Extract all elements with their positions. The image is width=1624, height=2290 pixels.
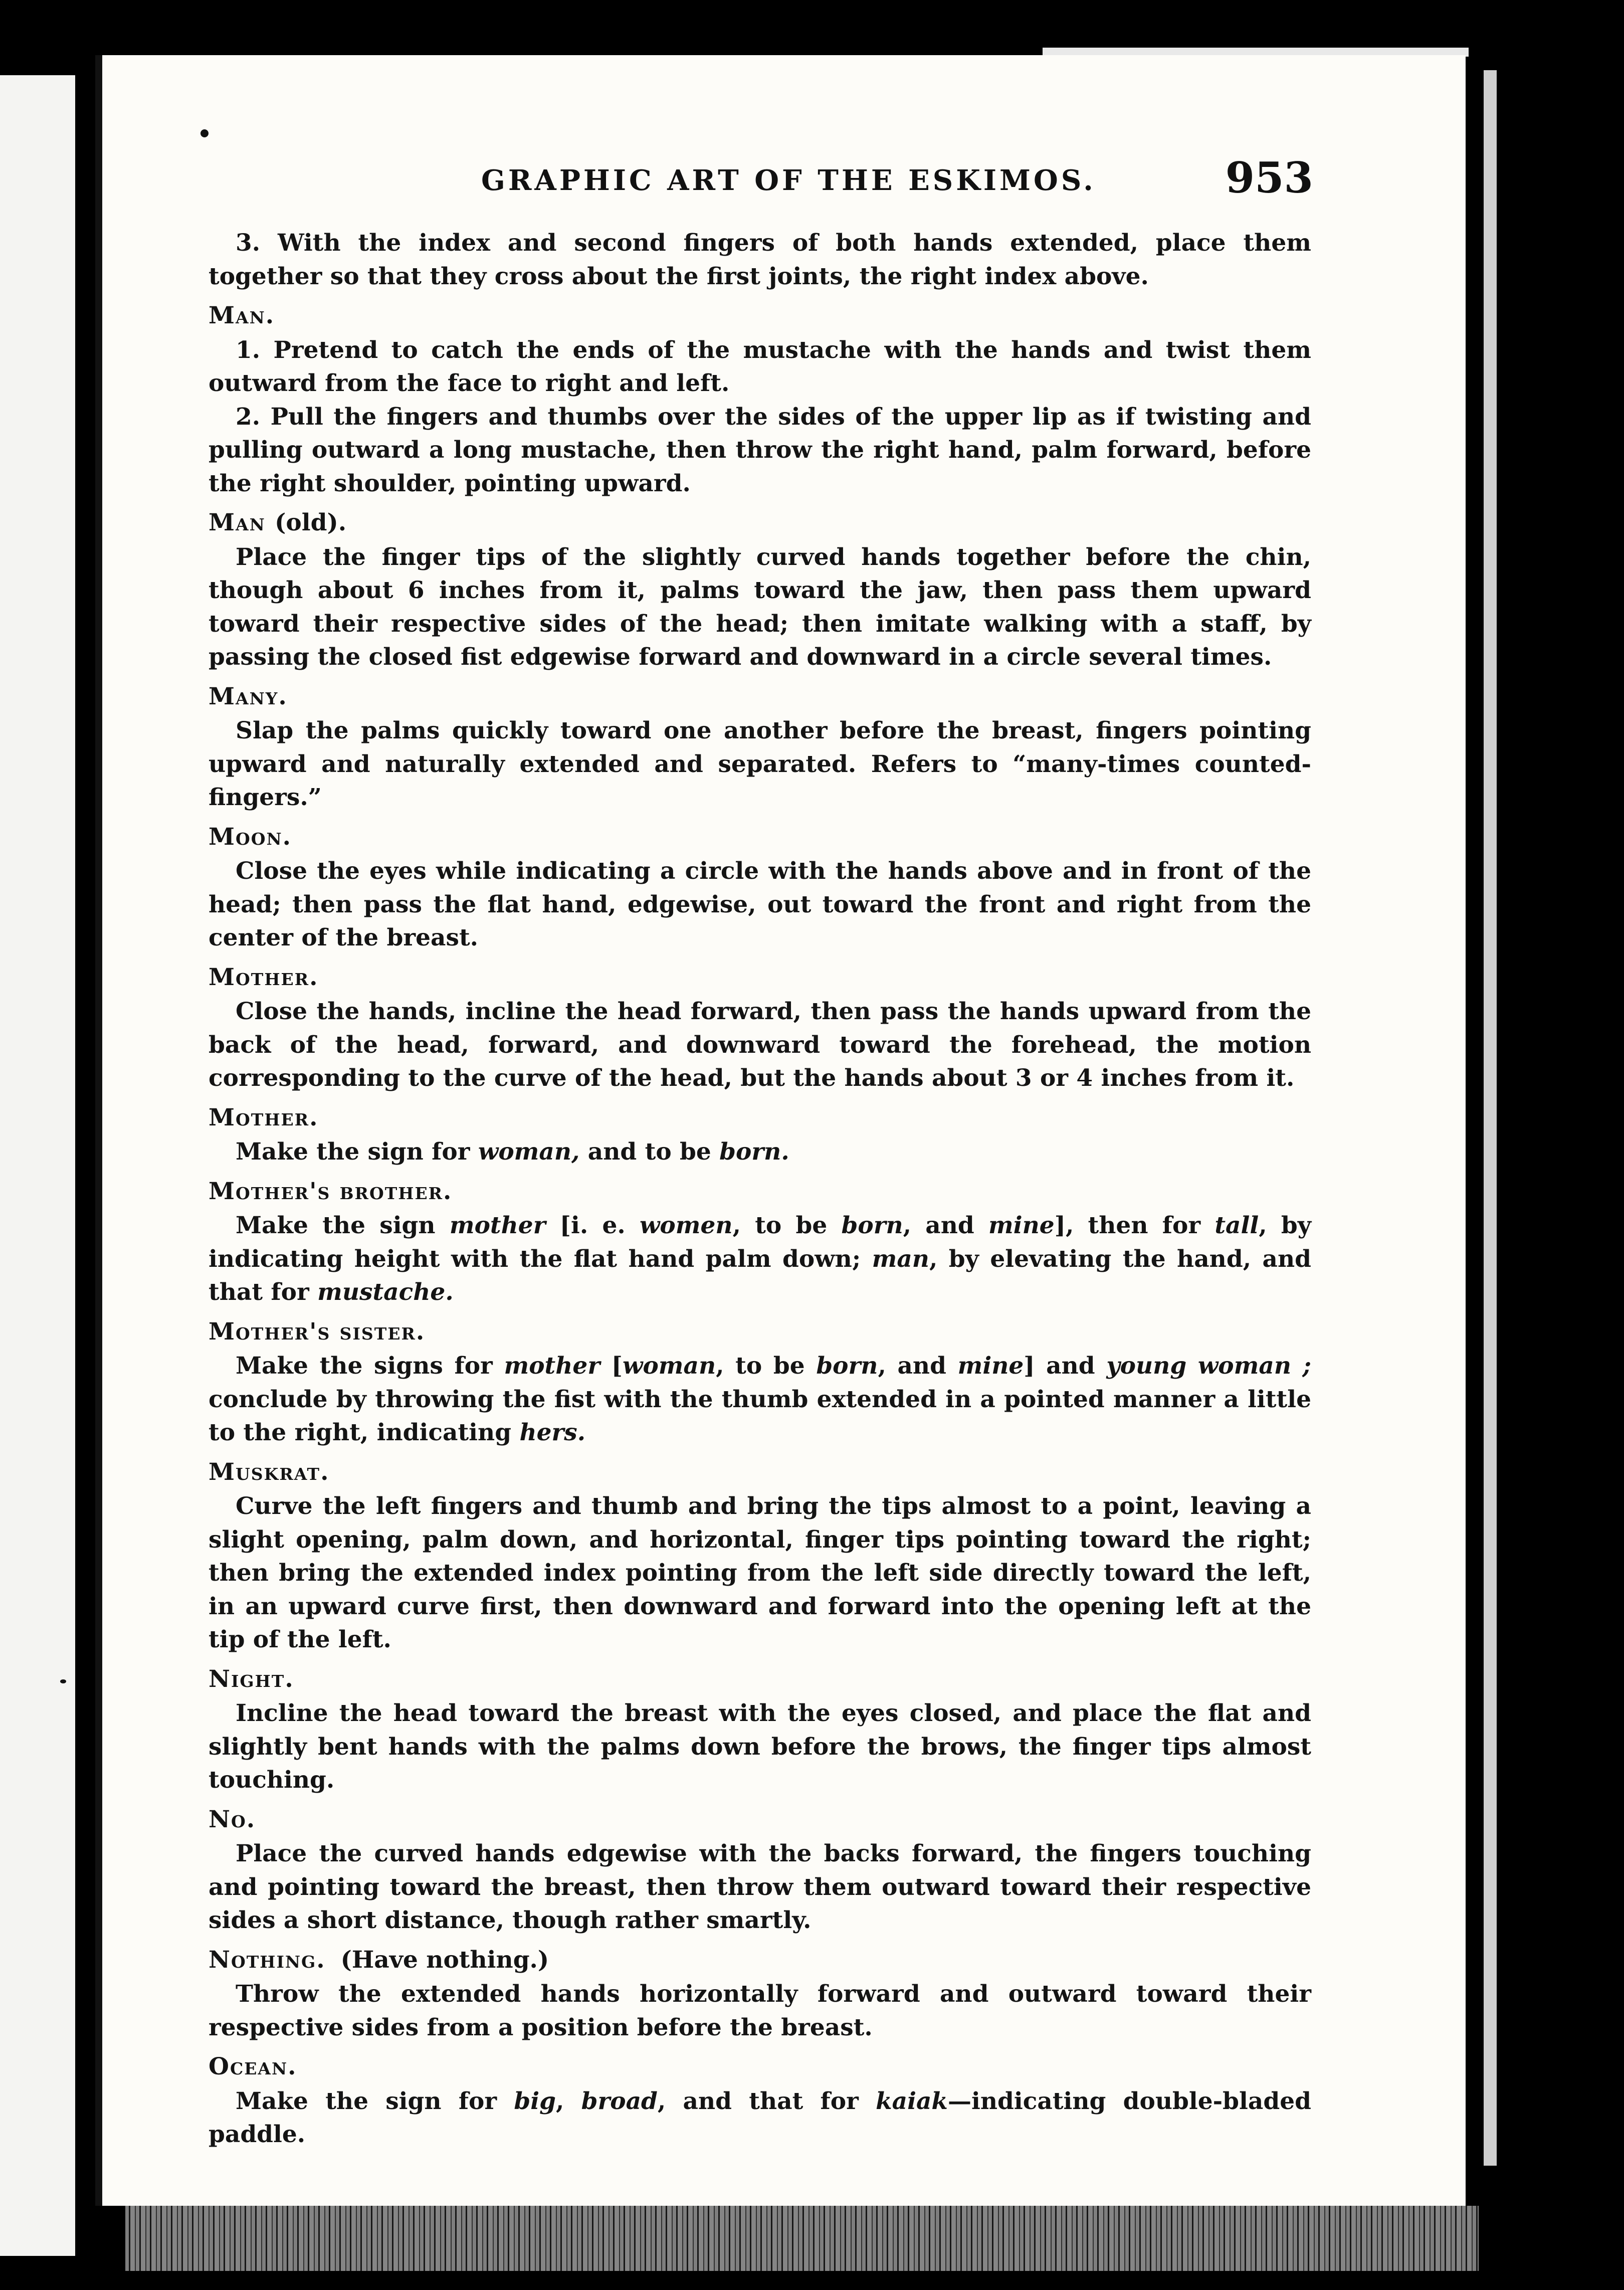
- entry-heading: Muskrat.: [209, 1458, 330, 1486]
- italic-term: mother: [504, 1352, 600, 1380]
- text-run: ,: [555, 2087, 581, 2115]
- paragraph: Place the finger tips of the slightly curved hands together before the chin, though about 6 inches from it, palms toward the jaw, then pass them upward toward their respective sides of the head; then imitate walking with a staff, by passing the closed fist edgewise forward and downward in a circle several times.: [209, 543, 1311, 671]
- italic-term: born.: [719, 1138, 789, 1166]
- entry-heading: No.: [209, 1805, 256, 1833]
- paragraph: Curve the left fingers and thumb and bring the tips almost to a point, leaving a slight opening, palm down, and horizontal, finger tips pointing toward the right; then bring the extended index pointing from the left side directly toward the left, in an upward curve first, then downward and forward into the opening left at the tip of the left.: [209, 1492, 1311, 1653]
- italic-term: woman: [623, 1352, 716, 1380]
- italic-term: broad: [581, 2087, 658, 2115]
- text-run: [i. e.: [545, 1212, 640, 1239]
- text-run: , by indicating height with the flat hand palm down;: [209, 1212, 1312, 1273]
- paragraph: Incline the head toward the breast with the eyes closed, and place the flat and slightly bent hands with the palms down before the brows, the finger tips almost touching.: [209, 1699, 1311, 1794]
- paragraph: Close the eyes while indicating a circle with the hands above and in front of the head; then pass the flat hand, edgewise, out toward the front and right from the center of the breast.: [209, 857, 1311, 951]
- text-run: , and: [903, 1212, 989, 1239]
- paragraph: 2. Pull the fingers and thumbs over the sides of the upper lip as if twisting and pulling outward a long mustache, then throw the right hand, palm forward, before the right shoulder, pointing upward.: [209, 403, 1311, 497]
- entry-heading: [209, 506, 1311, 540]
- text-run: ], then for: [1054, 1212, 1215, 1239]
- entry-heading: Ocean.: [209, 2053, 297, 2080]
- italic-term: born: [841, 1212, 903, 1239]
- paragraph: 3. With the index and second fingers of both hands extended, place them together so that they cross about the first joints, the right index above.: [209, 229, 1311, 290]
- page-number: 953: [1225, 153, 1313, 203]
- paragraph: [209, 1350, 1311, 1450]
- page-body: [209, 227, 1311, 2152]
- text-run: Make the sign for: [236, 2087, 514, 2115]
- italic-term: young woman ;: [1106, 1352, 1312, 1380]
- ink-speck: [60, 1679, 66, 1683]
- italic-term: women: [639, 1212, 733, 1239]
- entry-heading: Man.: [209, 302, 275, 329]
- paragraph: Close the hands, incline the head forward, then pass the hands upward from the back of the head, forward, and downward toward the forehead, the motion corresponding to the curve of the head, but the hands about 3 or 4 inches from it.: [209, 998, 1311, 1092]
- italic-term: woman,: [478, 1138, 580, 1166]
- running-title: GRAPHIC ART OF THE ESKIMOS.: [481, 164, 1096, 197]
- entry-heading: [209, 1944, 1311, 1977]
- entry-heading: Mother's sister.: [209, 1317, 426, 1346]
- text-run: , by elevating the hand, and that for: [209, 1245, 1311, 1306]
- text-run: —indicating double-bladed paddle.: [209, 2087, 1311, 2148]
- entry-heading-word: Man: [209, 509, 266, 536]
- italic-term: mine: [988, 1212, 1055, 1239]
- text-run: Make the sign: [236, 1212, 450, 1239]
- italic-term: hers.: [519, 1419, 586, 1446]
- entry-heading-word: Nothing.: [209, 1946, 326, 1974]
- adjacent-page-edge: [0, 75, 75, 2256]
- paragraph: 1. Pretend to catch the ends of the mustache with the hands and twist them outward from the face to right and left.: [209, 336, 1311, 397]
- italic-term: born: [816, 1352, 878, 1380]
- text-run: conclude by throwing the fist with the thumb extended in a pointed manner a little to the right, indicating: [209, 1385, 1311, 1446]
- italic-term: kaiak: [876, 2087, 948, 2115]
- text-run: [: [600, 1352, 623, 1380]
- text-run: , to be: [732, 1212, 842, 1239]
- text-run: , and: [878, 1352, 958, 1380]
- paragraph: Place the curved hands edgewise with the backs forward, the fingers touching and pointing toward the breast, then throw them outward toward their respective sides a short distance, though rather smartly.: [209, 1840, 1311, 1934]
- paragraph: Slap the palms quickly toward one another before the breast, fingers pointing upward and naturally extended and separated. Refers to “many-times counted-fingers.”: [209, 717, 1311, 811]
- ink-speck: [200, 129, 209, 137]
- paragraph: [209, 2085, 1311, 2152]
- entry-heading: Many.: [209, 682, 288, 710]
- text-run: ] and: [1024, 1352, 1107, 1380]
- paragraph: [209, 1209, 1311, 1309]
- text-run: Make the sign for: [236, 1138, 478, 1166]
- italic-term: mine: [957, 1352, 1024, 1380]
- paragraph: [209, 1135, 1311, 1169]
- entry-heading: Mother.: [209, 1103, 319, 1131]
- text-run: and to be: [579, 1138, 720, 1166]
- entry-heading-qualifier: (old).: [275, 509, 347, 536]
- text-run: , to be: [716, 1352, 817, 1380]
- entry-heading: Mother's brother.: [209, 1177, 453, 1205]
- italic-term: man: [872, 1245, 929, 1273]
- italic-term: big: [514, 2087, 556, 2115]
- text-run: , and that for: [657, 2087, 876, 2115]
- entry-heading: Mother.: [209, 963, 319, 991]
- page-edge-right: [1484, 70, 1497, 2166]
- entry-heading: Moon.: [209, 823, 292, 851]
- entry-heading: Night.: [209, 1665, 294, 1693]
- italic-term: mother: [449, 1212, 546, 1239]
- running-head: [200, 153, 1313, 203]
- paragraph: Throw the extended hands horizontally forward and outward toward their respective sides from a position before the breast.: [209, 1980, 1311, 2041]
- scan-noise-bottom: [125, 2206, 1479, 2271]
- italic-term: mustache.: [317, 1278, 454, 1306]
- text-run: Make the signs for: [236, 1352, 504, 1380]
- entry-heading-qualifier: (Have nothing.): [340, 1946, 549, 1974]
- italic-term: tall: [1214, 1212, 1259, 1239]
